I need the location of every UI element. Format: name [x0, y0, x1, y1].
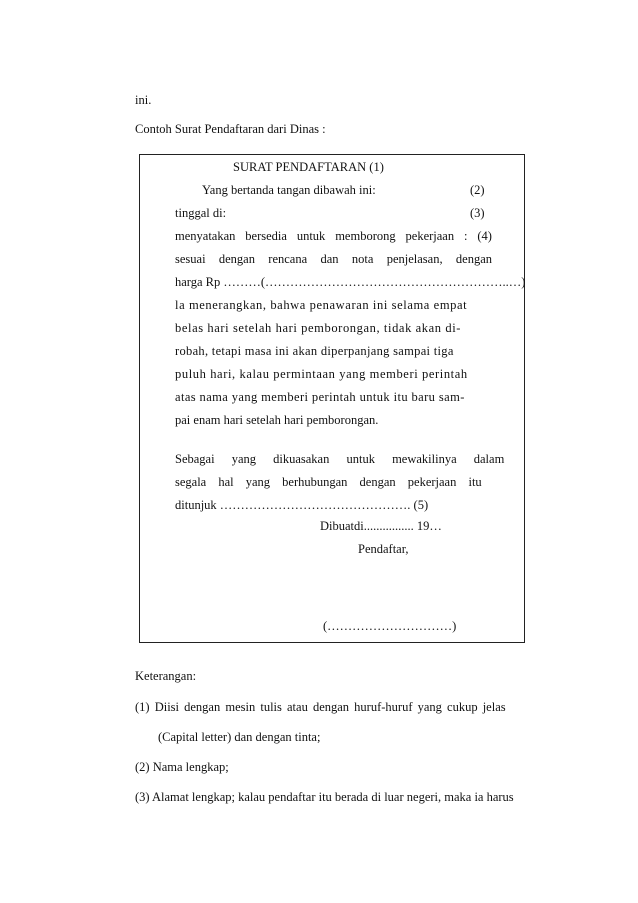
para2-line-3: ditunjuk ………………………………………. (5) — [175, 498, 429, 512]
place-date: Dibuatdi................ 19… — [320, 519, 442, 533]
para-line-3: robah, tetapi masa ini akan diperpanjang sampai tiga — [175, 344, 454, 358]
letter-line-3: menyatakan bersedia untuk memborong pekerjaan : (4) — [175, 229, 492, 243]
letter-title: SURAT PENDAFTARAN (1) — [233, 160, 384, 174]
letter-line-2: tinggal di: — [175, 206, 227, 220]
para-line-4: puluh hari, kalau permintaan yang memberi perintah — [175, 367, 468, 381]
letter-line-5: harga Rp ………(…………………………………………………..…) — [175, 275, 526, 289]
intro-line: Contoh Surat Pendaftaran dari Dinas : — [135, 122, 326, 136]
notes-heading: Keterangan: — [135, 669, 197, 683]
note-marker-3: (3) — [470, 206, 485, 220]
para-line-2: belas hari setelah hari pemborongan, tidak akan di- — [175, 321, 462, 335]
letter-line-4: sesuai dengan rencana dan nota penjelasan, dengan — [175, 252, 492, 266]
note-marker-2: (2) — [470, 183, 485, 197]
note-item-2: (2) Nama lengkap; — [135, 760, 229, 774]
para2-line-2: segala hal yang berhubungan dengan pekerjaan itu — [175, 475, 482, 489]
note-item-3: (3) Alamat lengkap; kalau pendaftar itu berada di luar negeri, maka ia harus — [135, 790, 514, 804]
para2-line-1: Sebagai yang dikuasakan untuk mewakilinya dalam — [175, 452, 505, 466]
signature-line: (…………………………) — [323, 619, 457, 633]
para-line-1: la menerangkan, bahwa penawaran ini selama empat — [175, 298, 468, 312]
para-line-5: atas nama yang memberi perintah untuk itu baru sam- — [175, 390, 465, 404]
note-item-1: (1) Diisi dengan mesin tulis atau dengan huruf-huruf yang cukup jelas — [135, 700, 506, 714]
para-line-6: pai enam hari setelah hari pemborongan. — [175, 413, 379, 427]
note-item-1-cont: (Capital letter) dan dengan tinta; — [158, 730, 321, 744]
signer-label: Pendaftar, — [358, 542, 409, 556]
top-line: ini. — [135, 93, 152, 107]
letter-line-1: Yang bertanda tangan dibawah ini: — [202, 183, 376, 197]
